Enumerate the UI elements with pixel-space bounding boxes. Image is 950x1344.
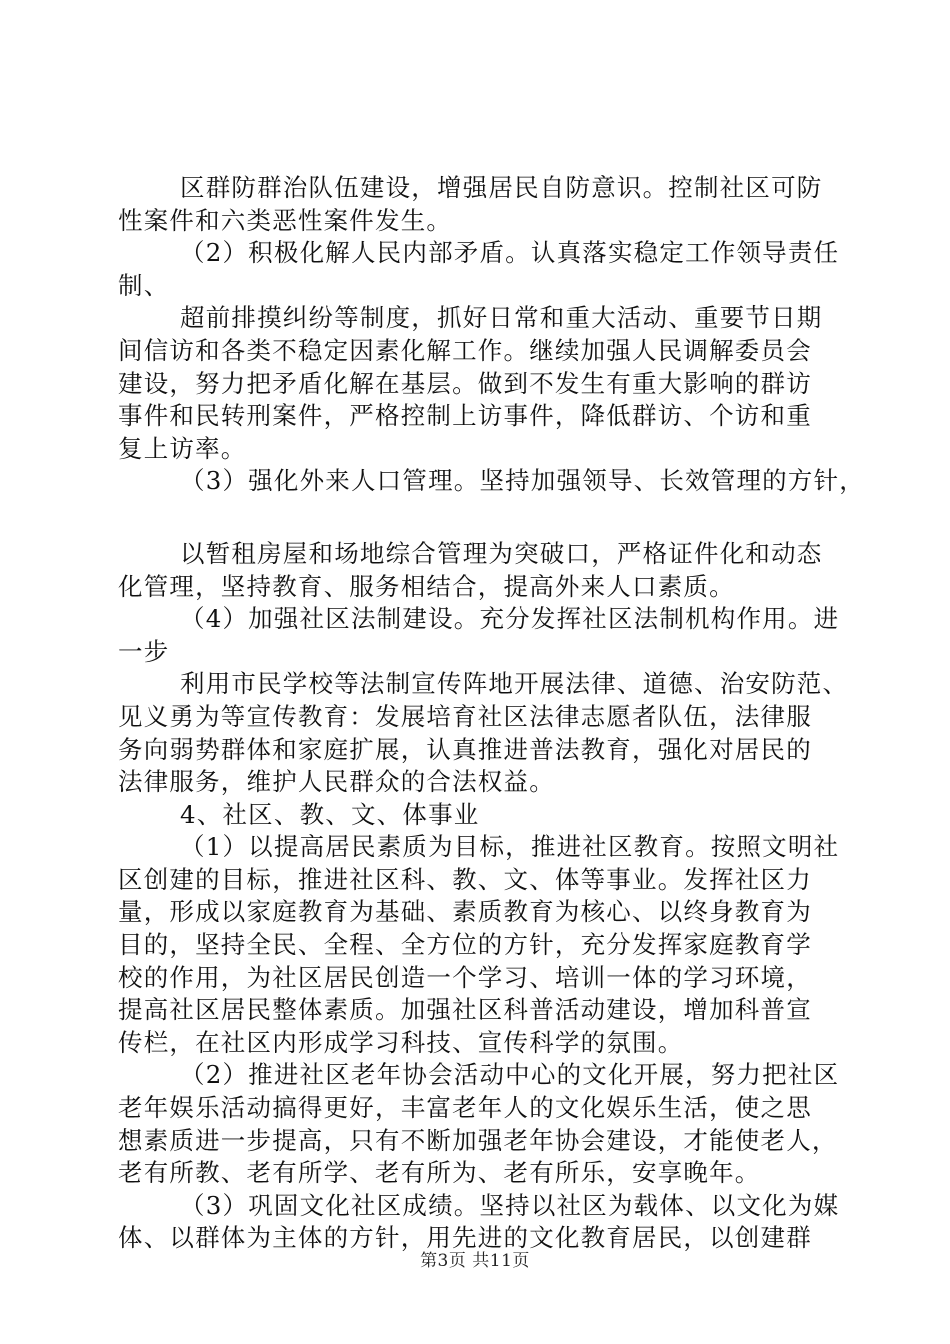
page-number-footer: 第3页 共11页 bbox=[420, 1251, 530, 1271]
text-line: 老有所教、老有所学、老有所为、老有所乐，安享晚年。 bbox=[118, 1158, 761, 1188]
text-line: （4）加强社区法制建设。充分发挥社区法制机构作用。进 bbox=[180, 604, 840, 634]
text-line: 区创建的目标，推进社区科、教、文、体等事业。发挥社区力 bbox=[118, 864, 812, 894]
text-line: 利用市民学校等法制宣传阵地开展法律、道德、治安防范、 bbox=[180, 669, 849, 699]
text-line: 法律服务，维护人民群众的合法权益。 bbox=[118, 767, 555, 797]
text-line: （1）以提高居民素质为目标，推进社区教育。按照文明社 bbox=[180, 832, 840, 862]
text-line: 校的作用，为社区居民创造一个学习、培训一体的学习环境， bbox=[118, 962, 812, 992]
text-line: 见义勇为等宣传教育：发展培育社区法律志愿者队伍，法律服 bbox=[118, 701, 812, 731]
text-line: 间信访和各类不稳定因素化解工作。继续加强人民调解委员会 bbox=[118, 335, 812, 365]
text-line: （2）推进社区老年协会活动中心的文化开展，努力把社区 bbox=[180, 1060, 840, 1090]
text-line: 一步 bbox=[118, 636, 170, 666]
text-line: （2）积极化解人民内部矛盾。认真落实稳定工作领导责任 bbox=[180, 238, 840, 268]
paragraph-gap bbox=[118, 498, 834, 538]
text-line: 性案件和六类恶性案件发生。 bbox=[118, 205, 453, 235]
text-line: 制、 bbox=[118, 270, 170, 300]
text-line: 务向弱势群体和家庭扩展，认真推进普法教育，强化对居民的 bbox=[118, 734, 812, 764]
text-line: 复上访率。 bbox=[118, 433, 247, 463]
text-line: 老年娱乐活动搞得更好，丰富老年人的文化娱乐生活，使之思 bbox=[118, 1093, 812, 1123]
text-line: 传栏，在社区内形成学习科技、宣传科学的氛围。 bbox=[118, 1027, 684, 1057]
text-line: 建设，努力把矛盾化解在基层。做到不发生有重大影响的群访 bbox=[118, 368, 812, 398]
text-line: （3）巩固文化社区成绩。坚持以社区为载体、以文化为媒 bbox=[180, 1190, 840, 1220]
text-line: 区群防群治队伍建设，增强居民自防意识。控制社区可防 bbox=[180, 173, 823, 202]
text-line: 目的，坚持全民、全程、全方位的方针，充分发挥家庭教育学 bbox=[118, 930, 812, 960]
document-body bbox=[118, 172, 865, 1255]
text-line: 化管理，坚持教育、服务相结合，提高外来人口素质。 bbox=[118, 571, 735, 601]
section-heading: 4、社区、教、文、体事业 bbox=[180, 799, 480, 829]
text-line: （3）强化外来人口管理。坚持加强领导、长效管理的方针， bbox=[180, 466, 865, 496]
text-line: 以暂租房屋和场地综合管理为突破口，严格证件化和动态 bbox=[180, 538, 823, 568]
text-line: 超前排摸纠纷等制度，抓好日常和重大活动、重要节日期 bbox=[180, 303, 823, 333]
text-line: 体、以群体为主体的方针，用先进的文化教育居民，以创建群 bbox=[118, 1223, 812, 1253]
text-line: 提高社区居民整体素质。加强社区科普活动建设，增加科普宣 bbox=[118, 995, 812, 1025]
text-line: 想素质进一步提高，只有不断加强老年协会建设，才能使老人， bbox=[118, 1125, 838, 1155]
text-line: 事件和民转刑案件，严格控制上访事件，降低群访、个访和重 bbox=[118, 401, 812, 431]
text-line: 量，形成以家庭教育为基础、素质教育为核心、以终身教育为 bbox=[118, 897, 812, 927]
